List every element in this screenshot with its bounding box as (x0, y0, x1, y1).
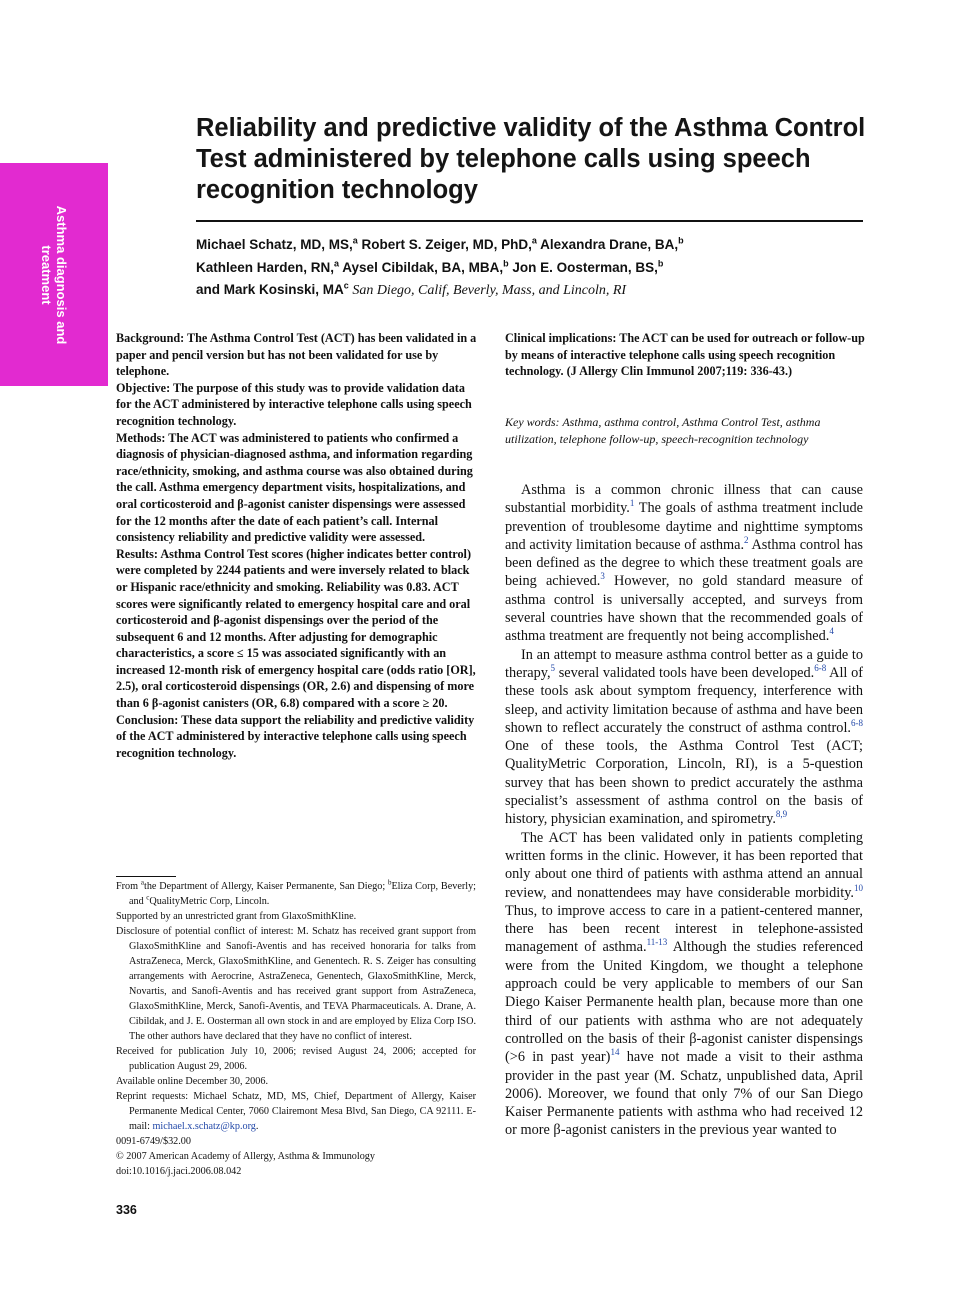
body-paragraph-1: Asthma is a common chronic illness that can cause substantial morbidity.$^1$ The goals of asthma treatment include prevention of troublesome daytime and nighttime symptoms and activity limitation because of asthma.$^2$ Asthma control has been defined as the degree to which these treatment goals are being achieved.$^3$ However, no gold standard measure of asthma control is universally accepted, and surveys from several countries have shown that the recommended goals of asthma treatment are frequently not being accomplished.$^4$ (505, 482, 864, 645)
reference-link[interactable]: 3 (600, 571, 605, 582)
article-title: Reliability and predictive validity of the Asthma Control Test administered by telephone calls using speech recognition technology (196, 114, 866, 204)
clinical-implications: Clinical implications: The ACT can be used for outreach or follow-up by means of interactive telephone calls using speech recognition technology. (J Allergy Clin Immunol 2007;119: 336-43.) (505, 331, 865, 379)
reference-link[interactable]: 1 (629, 498, 635, 509)
reference-link[interactable]: 14 (610, 1047, 620, 1058)
email-link[interactable]: michael.x.schatz@kp.org (152, 1121, 256, 1132)
abstract-objective: Objective: The purpose of this study was to provide validation data for the ACT administered by interactive telephone calls using speech recognition technology. (116, 380, 472, 428)
footnotes (116, 879, 476, 1179)
footnote-available: Available online December 30, 2006. (116, 1076, 269, 1087)
author-list: Michael Schatz, MD, MS,$^a$ Robert S. Zeiger, MD, PhD,$^a$ Alexandra Drane, BA,$^b$ Kathleen Harden, RN,$^a$ Aysel Cibildak, BA, MBA,$^b$ Jon E. Oosterman, BS,$^b$ and Mark Kosinski, $MA^c$ San Diego, Calif, Beverly, Mass, and Lincoln, RI (196, 235, 684, 298)
reference-link[interactable]: 10 (854, 882, 863, 893)
page-number: 336 (116, 1203, 137, 1217)
reference-link[interactable]: 8,9 (775, 809, 788, 820)
reference-link[interactable]: 2 (744, 535, 749, 546)
abstract-results: Results: Asthma Control Test scores (higher indicates better control) were completed by 2244 patients and were inversely related to black or Hispanic race/ethnicity and smoking. Reliability was 0.83. ACT scores were significantly related to emergency hospital care and oral corticosteroid and β-agonist dispensings over the period of the subsequent 6 and 12 months. After adjusting for demographic characteristics, a score ≤ 15 was associated significantly with an increased 12-month risk of emergency hospital care (odds ratio [OR], 2.5), oral corticosteroid dispensings (OR, 2.6) and dispensing of more than 6 β-agonist canisters (OR, 6.8) compared with a score ≥ 20. (116, 546, 476, 711)
footnote-doi: doi:10.1016/j.jaci.2006.08.042 (116, 1166, 242, 1177)
reference-link[interactable]: 6-8 (814, 663, 827, 674)
reference-link[interactable]: 11-13 (646, 937, 668, 948)
abstract-conclusion: Conclusion: These data support the reliability and predictive validity of the ACT administered by interactive telephone calls using speech recognition technology. (116, 712, 475, 760)
footnote-affiliations: From $^a$the Department of Allergy, Kaiser Permanente, San Diego; $^b$Eliza Corp, Beverly; and $^c$QualityMetric Corp, Lincoln. (116, 878, 476, 907)
footnote-received: Received for publication July 10, 2006; revised August 24, 2006; accepted for publication August 29, 2006. (116, 1046, 476, 1072)
section-tab-label: Asthma diagnosis and treatment (39, 205, 69, 345)
footnote-rule (116, 876, 176, 877)
reference-link[interactable]: 5 (550, 663, 556, 674)
footnote-support: Supported by an unrestricted grant from GlaxoSmithKline. (116, 911, 357, 922)
footnote-copyright: © 2007 American Academy of Allergy, Asthma & Immunology (116, 1151, 375, 1162)
body-paragraph-3: The ACT has been validated only in patients completing written forms in the clinic. However, it has been reported that only about one third of patients with asthma attend an annual review, and nonattendees may have considerable morbidity.$^{10}$ Thus, to improve access to care in a patient-centered manner, there has been recent interest in telephone-assisted management of asthma.$^{11-13}$ Although the studies referenced were from the United Kingdom, we thought a telephone approach could be very applicable to members of our San Diego Kaiser Permanente health plan, because more than one third of our patients with asthma who are not adequately controlled on the basis of their β-agonist canister dispensings (>6 in past year)$^{14}$ have not made a visit to their asthma provider in the past year (M. Schatz, unpublished data, April 2006). Moreover, we found that only 7% of our San Diego Kaiser Permanente patients with asthma who had received 12 or more β-agonist canisters in the previous year wanted to (505, 829, 864, 1139)
abstract (116, 330, 477, 761)
footnote-issn: 0091-6749/$32.00 (116, 1136, 191, 1147)
reference-link[interactable]: 4 (829, 626, 834, 637)
footnote-disclosure: Disclosure of potential conflict of interest: M. Schatz has received grant support from GlaxoSmithKline and Sanofi-Aventis and has received honoraria for talks from AstraZeneca, Merck, GlaxoSmithKline, and Genentech. R. S. Zeiger has consulting arrangements with Aerocrine, AstraZeneca, Genentech, GlaxoSmithKline, Merck, Novartis, and Sanofi-Aventis and has received grant support from AstraZeneca, GlaxoSmithKline, Merck, Sanofi-Aventis, and TEVA Pharmaceuticals. A. Drane, A. Cibildak, and J. E. Oosterman all own stock in and are employed by Eliza Corp ISO. The other authors have declared that they have no conflict of interest. (116, 926, 476, 1042)
author-locations: San Diego, Calif, Beverly, Mass, and Lincoln, RI (348, 283, 627, 298)
body-text (505, 481, 863, 1140)
abstract-background: Background: The Asthma Control Test (ACT) has been validated in a paper and pencil version but has not been validated for use by telephone. (116, 331, 477, 379)
title-rule (196, 220, 863, 222)
abstract-methods: Methods: The ACT was administered to patients who confirmed a diagnosis of physician-diagnosed asthma, and information regarding race/ethnicity, smoking, and asthma course was also obtained during the call. Asthma emergency department visits, hospitalizations, and oral corticosteroid and β-agonist canister dispensings were assessed for the 12 months after the date of each patient’s call. Internal consistency reliability and predictive validity were assessed. (116, 430, 473, 545)
footnote-reprint: Reprint requests: Michael Schatz, MD, MS, Chief, Department of Allergy, Kaiser Permanente Medical Center, 7060 Clairemont Mesa Blvd, San Diego, CA 92111. E-mail: michael.x.schatz@kp.org. (116, 1091, 476, 1132)
reference-link[interactable]: 6-8 (851, 718, 863, 729)
body-paragraph-2: In an attempt to measure asthma control better as a guide to therapy,$^5$ several validated tools have been developed.$^{6-8}$ All of these tools ask about symptom frequency, interference with sleep, and activity limitation because of asthma and have been shown to reflect accurately the construct of asthma control.$^{6-8}$ One of these tools, the Asthma Control Test (ACT; QualityMetric Corporation, Lincoln, RI), is a 5-question survey that has been shown to predict accurately the asthma specialist’s assessment of asthma control on the basis of history, physician examination, and spirometry.$^{8,9}$ (505, 646, 863, 828)
key-words: Key words: Asthma, asthma control, Asthma Control Test, asthma utilization, telephone follow-up, speech-recognition technology (505, 415, 821, 446)
